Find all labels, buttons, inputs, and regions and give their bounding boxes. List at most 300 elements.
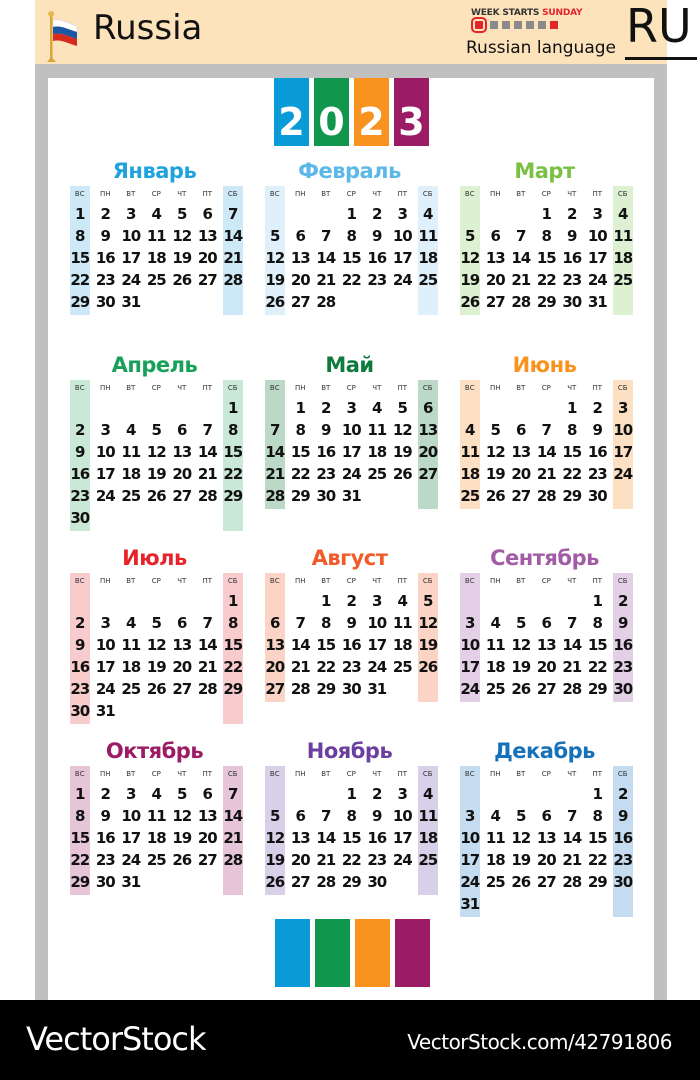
day-cell: 19: [511, 851, 531, 869]
day-cell: 17: [392, 829, 412, 847]
day-cell: 9: [100, 807, 110, 825]
weekday-header: ВТ: [516, 384, 526, 392]
weekday-header: ВС: [269, 577, 280, 585]
day-cell: 13: [536, 636, 556, 654]
weekday-header: ПТ: [397, 190, 408, 198]
day-cell: 19: [418, 636, 438, 654]
day-cell: 30: [70, 509, 90, 527]
month-name: Март: [514, 159, 575, 183]
day-cell: 26: [392, 465, 412, 483]
day-cell: 23: [70, 487, 90, 505]
weekday-dot-icon: [538, 21, 546, 29]
sunday-dot-icon: [475, 21, 483, 29]
country-title: Russia: [93, 8, 203, 48]
day-cell: 15: [587, 636, 607, 654]
month-name: Ноябрь: [306, 739, 393, 763]
day-cell: 24: [121, 271, 141, 289]
day-cell: 23: [70, 680, 90, 698]
weekday-header: ЧТ: [372, 190, 382, 198]
day-cell: 27: [290, 873, 310, 891]
day-cell: 12: [265, 829, 285, 847]
day-cell: 18: [146, 829, 166, 847]
day-cell: 19: [172, 829, 192, 847]
day-cell: 28: [197, 680, 217, 698]
day-cell: 1: [592, 785, 602, 803]
brand-logo: VectorStock: [26, 1020, 206, 1058]
day-cell: 24: [121, 851, 141, 869]
day-cell: 16: [316, 443, 336, 461]
weekday-header: ПН: [294, 770, 306, 778]
day-cell: 4: [372, 399, 382, 417]
day-cell: 11: [121, 443, 141, 461]
weekday-header: СБ: [617, 577, 628, 585]
weekday-header: СБ: [422, 770, 433, 778]
day-cell: 16: [367, 829, 387, 847]
day-cell: 27: [536, 680, 556, 698]
day-cell: 14: [316, 249, 336, 267]
month-name: Июнь: [512, 353, 577, 377]
month-grid: [457, 766, 632, 915]
day-cell: 31: [341, 487, 361, 505]
day-cell: 17: [392, 249, 412, 267]
day-cell: 8: [567, 421, 577, 439]
weekday-header: ПТ: [592, 770, 603, 778]
color-bar: [395, 919, 430, 987]
weekday-header: ЧТ: [372, 577, 382, 585]
day-cell: 21: [290, 658, 310, 676]
day-cell: 3: [592, 205, 602, 223]
day-cell: 12: [265, 249, 285, 267]
weekday-header: ЧТ: [177, 190, 187, 198]
day-cell: 21: [197, 465, 217, 483]
day-cell: 31: [460, 895, 480, 913]
weekday-header: ПТ: [202, 384, 213, 392]
day-cell: 16: [70, 658, 90, 676]
day-cell: 29: [70, 873, 90, 891]
day-cell: 6: [202, 205, 212, 223]
weekday-header: ВТ: [321, 577, 331, 585]
day-cell: 20: [290, 271, 310, 289]
day-cell: 8: [592, 614, 602, 632]
day-cell: 23: [613, 851, 633, 869]
day-cell: 23: [341, 658, 361, 676]
month-name: Декабрь: [494, 739, 595, 763]
day-cell: 7: [321, 227, 331, 245]
day-cell: 23: [367, 271, 387, 289]
day-cell: 15: [290, 443, 310, 461]
day-cell: 21: [223, 829, 243, 847]
weekday-header: ВС: [464, 190, 475, 198]
month-grid: [67, 573, 242, 722]
month-grid: [262, 573, 437, 700]
day-cell: 3: [397, 205, 407, 223]
language-label: Russian language: [466, 38, 617, 58]
day-cell: 18: [121, 658, 141, 676]
day-cell: 12: [172, 807, 192, 825]
empty-cell: [534, 783, 560, 805]
day-cell: 20: [197, 829, 217, 847]
weekday-header: ПН: [99, 770, 111, 778]
weekday-header: СР: [541, 190, 551, 198]
day-cell: 10: [367, 614, 387, 632]
day-cell: 26: [460, 293, 480, 311]
day-cell: 18: [485, 851, 505, 869]
day-cell: 2: [100, 785, 110, 803]
day-cell: 22: [316, 658, 336, 676]
day-cell: 4: [423, 205, 433, 223]
day-cell: 29: [223, 487, 243, 505]
day-cell: 6: [295, 807, 305, 825]
weekday-header: ПН: [489, 190, 501, 198]
day-cell: 1: [567, 399, 577, 417]
day-cell: 14: [536, 443, 556, 461]
weekday-header: ЧТ: [177, 384, 187, 392]
day-cell: 22: [70, 851, 90, 869]
day-cell: 12: [392, 421, 412, 439]
day-cell: 19: [265, 851, 285, 869]
year-digit-block: 0: [314, 78, 349, 146]
empty-cell: [457, 397, 483, 419]
day-cell: 5: [465, 227, 475, 245]
day-cell: 21: [316, 271, 336, 289]
day-cell: 25: [146, 271, 166, 289]
day-cell: 23: [95, 851, 115, 869]
weekday-header: ВС: [74, 770, 85, 778]
day-cell: 29: [587, 680, 607, 698]
weekday-header: СР: [346, 770, 356, 778]
day-cell: 6: [541, 614, 551, 632]
week-starts-prefix: WEEK STARTS: [471, 8, 543, 18]
day-cell: 6: [202, 785, 212, 803]
month-name: Февраль: [298, 159, 401, 183]
weekday-header: ВТ: [321, 770, 331, 778]
day-cell: 29: [223, 680, 243, 698]
day-cell: 16: [70, 465, 90, 483]
day-cell: 14: [316, 829, 336, 847]
day-cell: 15: [341, 829, 361, 847]
day-cell: 18: [392, 636, 412, 654]
empty-cell: [559, 590, 585, 612]
weekday-header: ПН: [99, 384, 111, 392]
day-cell: 19: [511, 658, 531, 676]
day-cell: 8: [346, 227, 356, 245]
day-cell: 10: [121, 807, 141, 825]
day-cell: 25: [460, 487, 480, 505]
day-cell: 24: [367, 658, 387, 676]
weekday-header: ПН: [294, 384, 306, 392]
day-cell: 7: [228, 785, 238, 803]
empty-cell: [508, 783, 534, 805]
day-cell: 11: [121, 636, 141, 654]
day-cell: 29: [587, 873, 607, 891]
weekday-header: ВС: [269, 190, 280, 198]
day-cell: 13: [290, 829, 310, 847]
day-cell: 4: [490, 807, 500, 825]
day-cell: 7: [567, 807, 577, 825]
weekday-header: СР: [151, 577, 161, 585]
empty-cell: [313, 783, 339, 805]
weekday-header: ВС: [269, 770, 280, 778]
day-cell: 6: [295, 227, 305, 245]
day-cell: 12: [418, 614, 438, 632]
weekday-header: ВС: [464, 770, 475, 778]
day-cell: 27: [172, 487, 192, 505]
day-cell: 14: [265, 443, 285, 461]
day-cell: 14: [197, 636, 217, 654]
weekday-header: СБ: [617, 190, 628, 198]
empty-cell: [288, 590, 314, 612]
day-cell: 11: [485, 829, 505, 847]
day-cell: 28: [316, 873, 336, 891]
day-cell: 16: [587, 443, 607, 461]
day-cell: 19: [146, 465, 166, 483]
day-cell: 10: [392, 227, 412, 245]
day-cell: 6: [177, 421, 187, 439]
weekday-header: ПН: [489, 577, 501, 585]
bottom-color-bars: [275, 919, 430, 987]
day-cell: 11: [485, 636, 505, 654]
day-cell: 29: [316, 680, 336, 698]
day-cell: 17: [367, 636, 387, 654]
weekday-header: ПТ: [592, 384, 603, 392]
day-cell: 28: [562, 680, 582, 698]
month-grid: [262, 380, 437, 507]
day-cell: 30: [341, 680, 361, 698]
weekday-header: ПТ: [397, 770, 408, 778]
weekday-header: ПТ: [397, 577, 408, 585]
day-cell: 6: [177, 614, 187, 632]
day-cell: 26: [485, 487, 505, 505]
day-cell: 21: [316, 851, 336, 869]
day-cell: 6: [541, 807, 551, 825]
day-cell: 8: [321, 614, 331, 632]
day-cell: 9: [372, 227, 382, 245]
year-blocks: [274, 78, 429, 146]
day-cell: 30: [587, 487, 607, 505]
day-cell: 13: [290, 249, 310, 267]
day-cell: 21: [223, 249, 243, 267]
day-cell: 7: [202, 421, 212, 439]
header-band: [35, 0, 692, 64]
day-cell: 22: [536, 271, 556, 289]
month-8: [262, 543, 437, 700]
day-cell: 26: [146, 487, 166, 505]
day-cell: 25: [485, 873, 505, 891]
day-cell: 14: [511, 249, 531, 267]
day-cell: 16: [367, 249, 387, 267]
day-cell: 6: [516, 421, 526, 439]
day-cell: 27: [511, 487, 531, 505]
day-cell: 5: [270, 807, 280, 825]
weekday-header: СР: [541, 770, 551, 778]
weekday-header: СБ: [617, 770, 628, 778]
day-cell: 2: [372, 205, 382, 223]
day-cell: 21: [511, 271, 531, 289]
day-cell: 12: [460, 249, 480, 267]
empty-cell: [93, 590, 119, 612]
empty-cell: [67, 397, 93, 419]
month-1: [67, 156, 242, 313]
weekday-header: СБ: [422, 577, 433, 585]
weekday-header: ЧТ: [372, 770, 382, 778]
day-cell: 14: [223, 227, 243, 245]
day-cell: 23: [95, 271, 115, 289]
weekday-header: ВС: [74, 190, 85, 198]
week-dots-indicator: [472, 21, 558, 29]
day-cell: 10: [95, 443, 115, 461]
day-cell: 12: [146, 443, 166, 461]
day-cell: 28: [316, 293, 336, 311]
saturday-dot-icon: [550, 21, 558, 29]
day-cell: 17: [121, 829, 141, 847]
weekday-header: ВТ: [126, 577, 136, 585]
day-cell: 7: [321, 807, 331, 825]
day-cell: 1: [228, 592, 238, 610]
day-cell: 22: [70, 271, 90, 289]
day-cell: 30: [95, 873, 115, 891]
day-cell: 23: [316, 465, 336, 483]
day-cell: 27: [265, 680, 285, 698]
day-cell: 5: [151, 421, 161, 439]
day-cell: 1: [541, 205, 551, 223]
empty-cell: [483, 590, 509, 612]
day-cell: 3: [100, 614, 110, 632]
weekday-header: СР: [346, 190, 356, 198]
day-cell: 24: [95, 680, 115, 698]
day-cell: 6: [270, 614, 280, 632]
month-10: [67, 736, 242, 893]
day-cell: 2: [618, 785, 628, 803]
month-grid: [262, 766, 437, 893]
weekday-header: СБ: [422, 384, 433, 392]
day-cell: 20: [418, 443, 438, 461]
weekday-header: СБ: [227, 770, 238, 778]
weekday-header: ЧТ: [567, 190, 577, 198]
day-cell: 13: [197, 227, 217, 245]
day-cell: 7: [541, 421, 551, 439]
day-cell: 9: [372, 807, 382, 825]
day-cell: 17: [95, 465, 115, 483]
day-cell: 3: [618, 399, 628, 417]
day-cell: 4: [397, 592, 407, 610]
empty-cell: [195, 397, 221, 419]
weekday-header: ВС: [74, 577, 85, 585]
day-cell: 4: [423, 785, 433, 803]
weekday-header: ПН: [99, 190, 111, 198]
day-cell: 23: [587, 465, 607, 483]
empty-cell: [144, 590, 170, 612]
day-cell: 17: [587, 249, 607, 267]
weekday-header: ВС: [464, 577, 475, 585]
day-cell: 22: [341, 851, 361, 869]
weekday-header: ВТ: [516, 770, 526, 778]
weekday-header: ЧТ: [372, 384, 382, 392]
day-cell: 29: [536, 293, 556, 311]
day-cell: 22: [223, 658, 243, 676]
weekday-header: СБ: [227, 577, 238, 585]
day-cell: 1: [346, 205, 356, 223]
day-cell: 7: [270, 421, 280, 439]
weekday-header: ПТ: [202, 190, 213, 198]
day-cell: 29: [290, 487, 310, 505]
day-cell: 24: [613, 465, 633, 483]
day-cell: 24: [341, 465, 361, 483]
day-cell: 8: [75, 227, 85, 245]
day-cell: 10: [613, 421, 633, 439]
empty-cell: [508, 397, 534, 419]
weekday-header: ВС: [74, 384, 85, 392]
day-cell: 10: [341, 421, 361, 439]
day-cell: 27: [536, 873, 556, 891]
day-cell: 22: [562, 465, 582, 483]
day-cell: 23: [367, 851, 387, 869]
month-3: [457, 156, 632, 313]
empty-cell: [169, 590, 195, 612]
day-cell: 2: [100, 205, 110, 223]
weekday-header: СР: [346, 384, 356, 392]
day-cell: 13: [197, 807, 217, 825]
weekday-header: СБ: [227, 384, 238, 392]
day-cell: 8: [228, 614, 238, 632]
day-cell: 4: [618, 205, 628, 223]
weekday-header: ПТ: [397, 384, 408, 392]
day-cell: 19: [392, 443, 412, 461]
day-cell: 31: [95, 702, 115, 720]
year-digit-block: 2: [354, 78, 389, 146]
day-cell: 25: [121, 487, 141, 505]
weekday-header: ПТ: [202, 770, 213, 778]
day-cell: 24: [460, 680, 480, 698]
day-cell: 18: [418, 249, 438, 267]
day-cell: 13: [172, 636, 192, 654]
day-cell: 17: [460, 658, 480, 676]
weekday-header: ВТ: [516, 190, 526, 198]
weekday-header: ПН: [99, 577, 111, 585]
day-cell: 2: [618, 592, 628, 610]
weekday-header: ВТ: [126, 190, 136, 198]
empty-cell: [288, 783, 314, 805]
day-cell: 26: [172, 271, 192, 289]
day-cell: 25: [485, 680, 505, 698]
day-cell: 15: [70, 829, 90, 847]
day-cell: 29: [562, 487, 582, 505]
weekday-header: ЧТ: [567, 770, 577, 778]
day-cell: 7: [202, 614, 212, 632]
weekday-header: СБ: [227, 190, 238, 198]
weekday-header: ПН: [489, 384, 501, 392]
day-cell: 10: [460, 829, 480, 847]
weekday-dot-icon: [514, 21, 522, 29]
day-cell: 20: [485, 271, 505, 289]
day-cell: 13: [536, 829, 556, 847]
weekday-header: СБ: [422, 190, 433, 198]
day-cell: 2: [75, 614, 85, 632]
day-cell: 9: [567, 227, 577, 245]
day-cell: 7: [228, 205, 238, 223]
day-cell: 20: [197, 249, 217, 267]
day-cell: 31: [121, 873, 141, 891]
day-cell: 11: [460, 443, 480, 461]
day-cell: 16: [613, 636, 633, 654]
month-name: Август: [311, 546, 388, 570]
month-name: Сентябрь: [490, 546, 599, 570]
day-cell: 9: [618, 614, 628, 632]
empty-cell: [262, 783, 288, 805]
weekday-header: СР: [541, 577, 551, 585]
day-cell: 1: [592, 592, 602, 610]
day-cell: 5: [423, 592, 433, 610]
month-7: [67, 543, 242, 722]
